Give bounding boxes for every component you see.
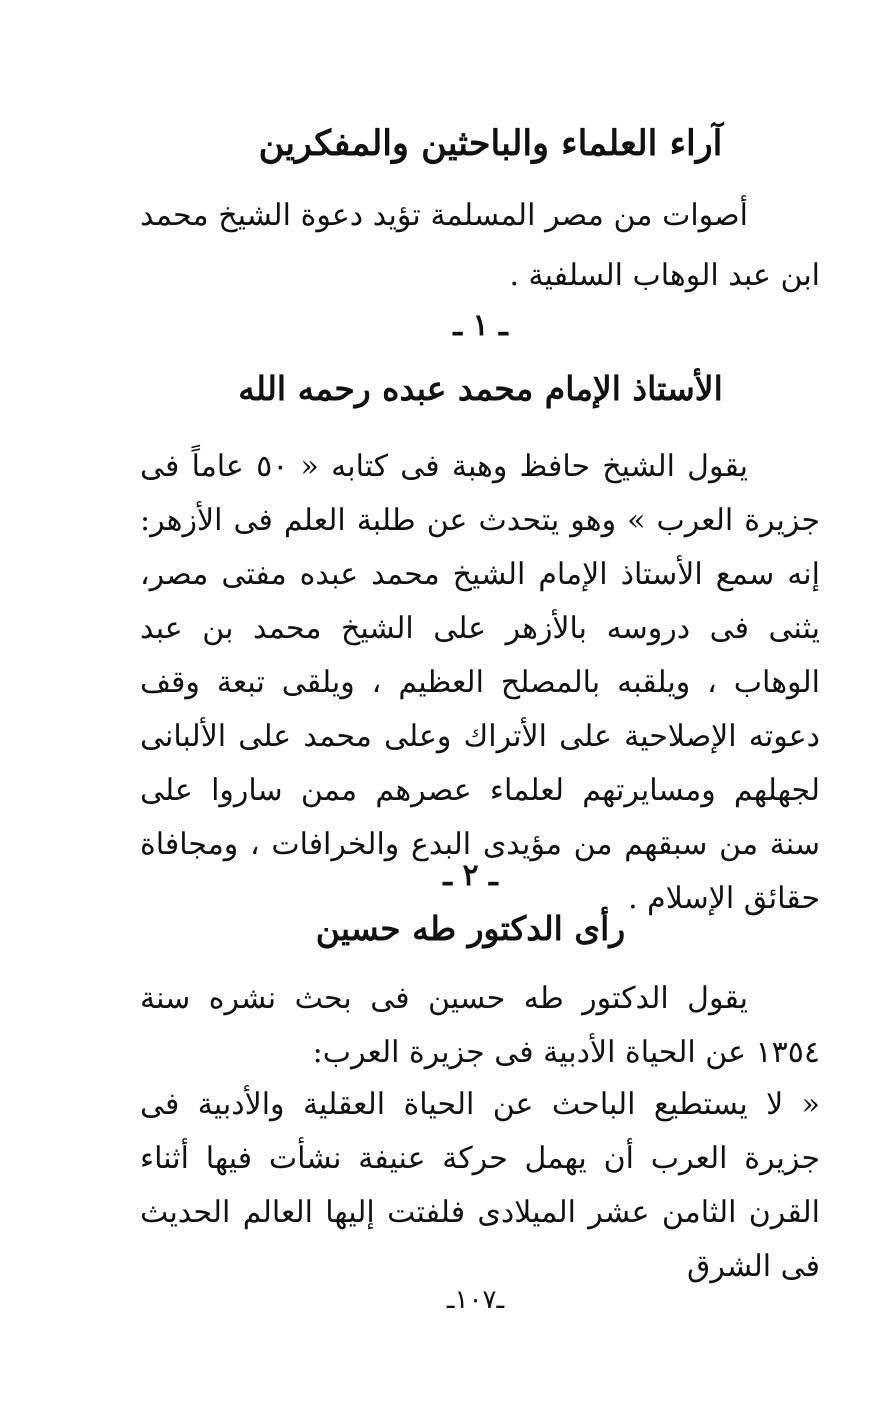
section-1-paragraph: يقول الشيخ حافظ وهبة فى كتابه « ٥٠ عاماً فى جزيرة العرب » وهو يتحدث عن طلبة العلم فى الأزهر: إنه سمع الأستاذ الإمام الشيخ محمد عبده مفتى مصر، يثنى فى دروسه بالأزهر على الشيخ محمد بن عبد الوهاب ، ويلقبه بالمصلح العظيم ، ويلقى تبعة وقف دعوته الإصلاحية على الأتراك وعلى محمد على الألبانى لجهلهم ومسايرتهم لعلماء عصرهم ممن ساروا على سنة من سبقهم من مؤيدى البدع والخرافات ، ومجافاة حقائق الإسلام . <box>140 449 820 916</box>
section-marker-1: ـ ١ ـ <box>453 308 508 343</box>
section-2-paragraph-1: يقول الدكتور طه حسين فى بحث نشره سنة ١٣٥٤ عن الحياة الأدبية فى جزيرة العرب: <box>140 981 820 1070</box>
page-number: ـ١٠٧ـ <box>446 1285 505 1315</box>
section-2-paragraph-2: « لا يستطيع الباحث عن الحياة العقلية والأدبية فى جزيرة العرب أن يهمل حركة عنيفة نشأت فيها أثناء القرن الثامن عشر الميلادى فلفتت إليها العالم الحديث فى الشرق <box>140 1087 820 1284</box>
page-title: آراء العلماء والباحثين والمفكرين <box>258 123 723 164</box>
intro-paragraph: أصوات من مصر المسلمة تؤيد دعوة الشيخ محمد ابن عبد الوهاب السلفية . <box>140 198 820 293</box>
section-heading-2: رأى الدكتور طه حسين <box>315 909 626 948</box>
section-heading-1: الأستاذ الإمام محمد عبده رحمه الله <box>238 369 723 408</box>
section-marker-2: ـ ٢ ـ <box>443 858 498 893</box>
